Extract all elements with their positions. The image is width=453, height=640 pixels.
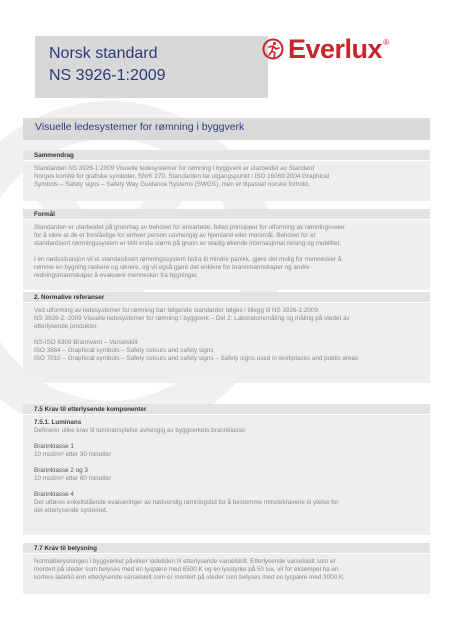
text-line: etterlysende produkter. (34, 323, 99, 330)
title-line-2: NS 3926-1:2009 (49, 67, 166, 84)
sub-heading: 7.5.1. Luminans (34, 419, 82, 426)
logo-registered-mark: ® (383, 38, 389, 47)
text-line: montert på steder som belyses med en lyspære med 6500 K og en lysstyrke på 50 lux, vil for eksempel ha en (34, 566, 339, 573)
class-title: Brannklasse 2 og 3 (34, 467, 88, 474)
section-sammendrag (23, 150, 430, 201)
text-line: ISO 3864 – Graphical symbols – Safety colours and safety signs (34, 347, 214, 354)
text-line: kortere ladetid enn etterlysende varselskilt som er montert på steder som belyses med en lyspære med 3000 K. (34, 574, 345, 581)
text-line: I en nødssituasjon vil et standardisert rømningssystem bidra til mindre panikk, gjøre det mulig for mennesker å (34, 256, 342, 263)
section-normative-referanser (23, 292, 430, 383)
section-krav-etterlysende (23, 404, 430, 535)
section-heading: Formål (23, 209, 430, 220)
text-line: Norges komité for grafiske symboler, SN/K 270. Standarden tar utgangspunkt i ISO 16069:2004 Graphical (34, 173, 330, 180)
text-line: NS-ISO 6309 Brannvern – Varselskilt (34, 339, 138, 346)
everlux-logo (262, 34, 438, 64)
title-line-1: Norsk standard (49, 45, 158, 62)
main-heading-bar: Visuelle ledesystemer for rømning i byggverk (23, 118, 430, 140)
text-line: Normalbelysningen i byggverket påvirker ladetiden til etterlysende varselskilt. Etterlysende varselskilt som er (34, 558, 336, 565)
section-heading: 7.7 Krav til belysning (23, 543, 430, 554)
class-title: Brannklasse 4 (34, 491, 74, 498)
text-line: Det utføres enkeltstående evalueringer av nødvendig rømningstid for å bestemme minstekravene til ytelse for (34, 499, 339, 506)
text-line: Definerer ulike krav til luminansytelse avhengig av byggverkets brannklasse: (34, 427, 247, 434)
text-line: 10 mcd/m² etter 60 minutter (34, 475, 112, 482)
text-line: det etterlysende systemet. (34, 507, 108, 514)
class-title: Brannklasse 1 (34, 443, 74, 450)
section-formal (23, 209, 430, 290)
text-line: ISO 7010 – Graphical symbols – Safety colours and safety signs – Safety signs used in workplaces and public areas (34, 355, 359, 362)
logo-text: Everlux (288, 34, 383, 64)
text-line: Standarden NS 3926-1:2009 Visuelle ledesystemer for rømning i byggverk er utarbeidet av Standard (34, 165, 315, 172)
text-line: for å sikre at de er forståelige for enhver person uavhengig av hjemland eller morsmål. Behovet for et (34, 232, 316, 239)
running-man-exit-icon (262, 38, 284, 60)
text-line: standardisert rømningssystem er blitt enda større på grunn av stadig økende internasjonal reising og mobilitet. (34, 240, 341, 247)
section-krav-belysning (23, 543, 430, 594)
section-heading: 7.5 Krav til etterlysende komponenter (23, 404, 430, 415)
section-heading: 2. Normative referanser (23, 292, 430, 303)
document-title-box (35, 36, 268, 98)
text-line: 10 mcd/m² etter 30 minutter (34, 451, 112, 458)
text-line: redningsmannskaper å evakuere mennesker fra bygninger. (34, 272, 199, 279)
section-heading: Sammendrag (23, 150, 430, 161)
text-line: rømme en bygning raskere og sikrere, og vil også gjøre det enklere for brannmannskaper og andre (34, 264, 310, 271)
text-line: Standarden er utarbeidet på grunnlag av behovet for ensartede, felles prinsipper for utforming av rømningsveier (34, 224, 345, 231)
text-line: Ved utforming av ledesystemer for rømning bør følgende standarder følges i tillegg til NS 3926-1:2009: (34, 307, 320, 314)
text-line: Symbols – Safety signs – Safety Way Guidance Systems (SWGS), men er tilpasset norske forhold. (34, 181, 310, 188)
text-line: NS 3926-2: 2009 Visuelle ledesystemer for rømning i byggverk – Del 2: Laboratoriemåling og måling på stedet av (34, 315, 350, 322)
